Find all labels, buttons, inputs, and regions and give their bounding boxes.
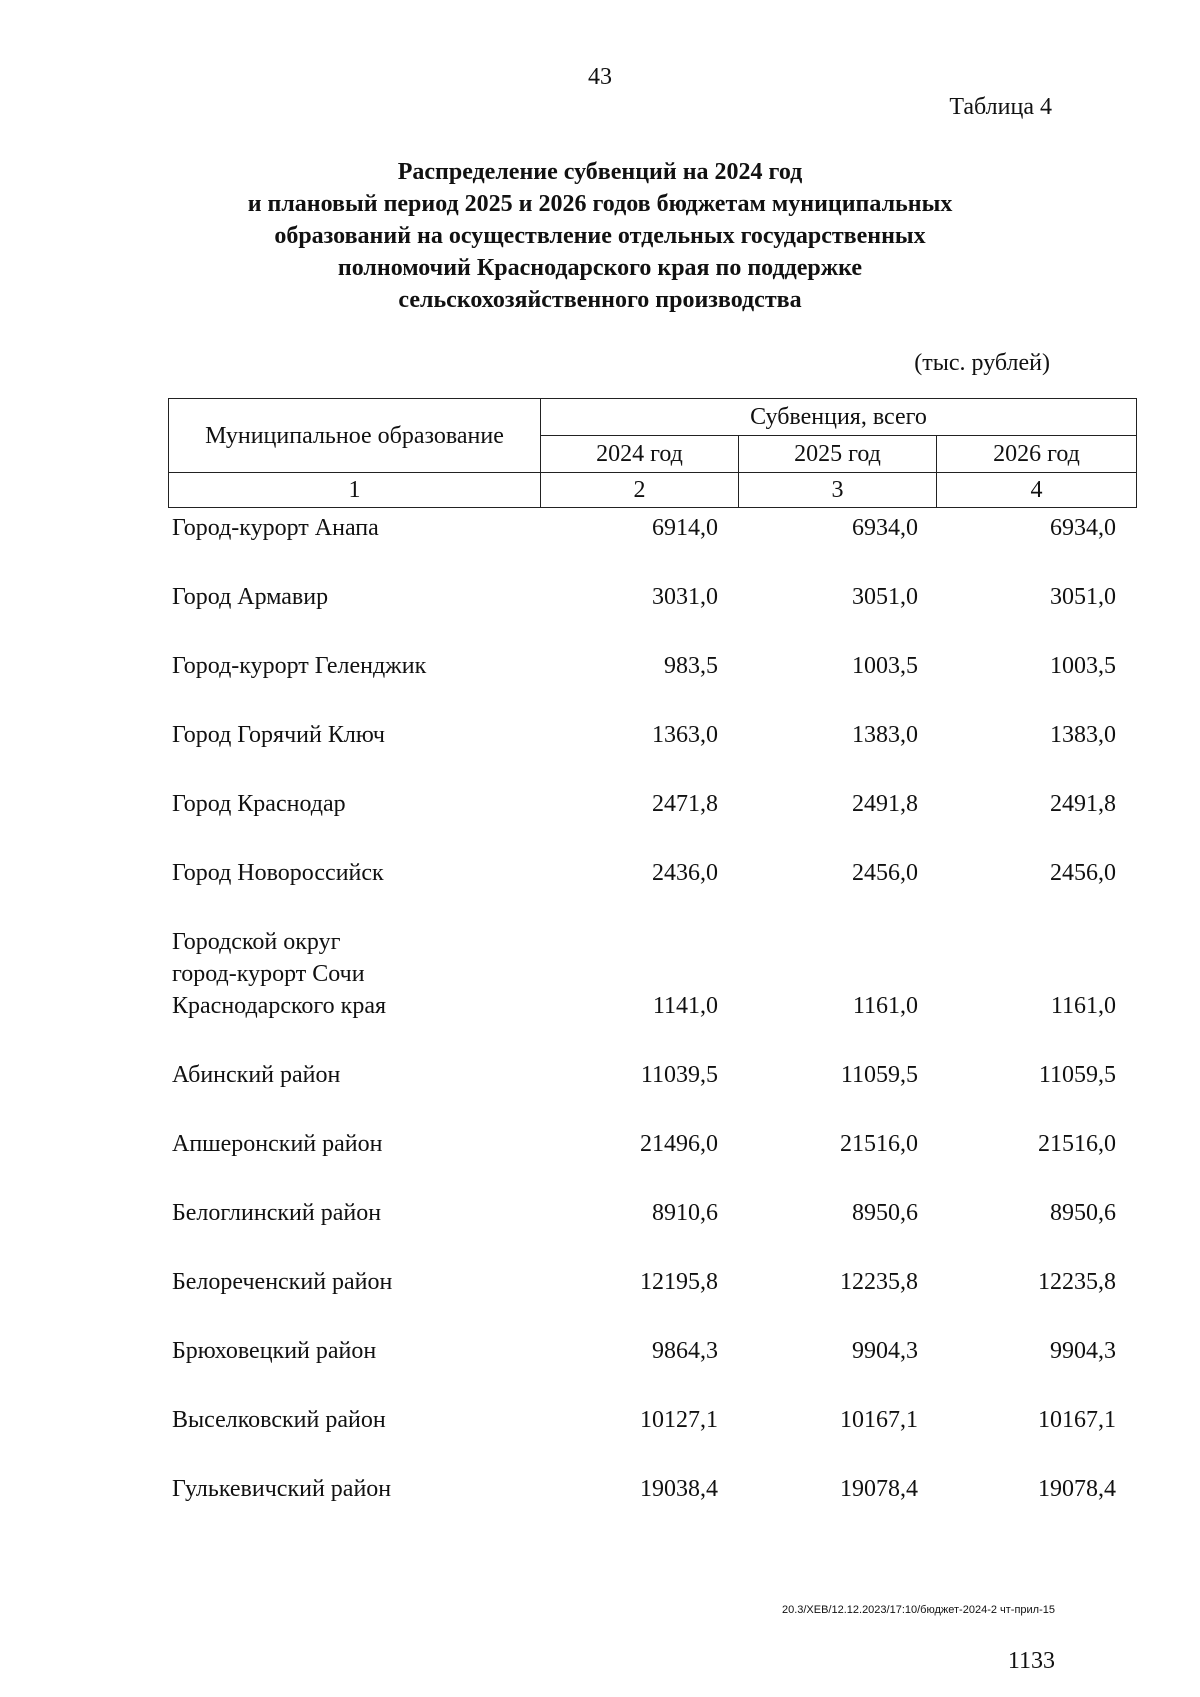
value-2026: 6934,0 <box>1050 515 1116 541</box>
header-year-2026: 2026 год <box>937 436 1137 473</box>
table-row <box>168 581 1136 613</box>
title-line: образований на осуществление отдельных государственных <box>274 223 926 249</box>
value-2024: 2471,8 <box>652 791 718 817</box>
value-2024: 12195,8 <box>640 1269 718 1295</box>
table-row <box>168 1335 1136 1367</box>
table-row <box>168 857 1136 889</box>
value-2025: 6934,0 <box>852 515 918 541</box>
header-col-number: 1 <box>169 473 541 508</box>
value-2024: 19038,4 <box>640 1476 718 1502</box>
value-2024: 983,5 <box>664 653 718 679</box>
value-2025: 12235,8 <box>840 1269 918 1295</box>
value-2025: 21516,0 <box>840 1131 918 1157</box>
value-2024: 8910,6 <box>652 1200 718 1226</box>
value-2025: 3051,0 <box>852 584 918 610</box>
value-2025: 2491,8 <box>852 791 918 817</box>
table-row <box>168 1473 1136 1505</box>
municipality-name: Город Горячий Ключ <box>172 722 385 748</box>
value-2025: 1383,0 <box>852 722 918 748</box>
municipality-name: Апшеронский район <box>172 1131 383 1157</box>
table-row <box>168 512 1136 544</box>
value-2026: 1383,0 <box>1050 722 1116 748</box>
value-2026: 9904,3 <box>1050 1338 1116 1364</box>
value-2025: 8950,6 <box>852 1200 918 1226</box>
table-row <box>168 1128 1136 1160</box>
table-row <box>168 1266 1136 1298</box>
value-2025: 11059,5 <box>840 1062 918 1088</box>
table-header <box>168 398 1137 508</box>
table-row <box>168 1059 1136 1091</box>
value-2024: 6914,0 <box>652 515 718 541</box>
sheet-number: 1133 <box>1007 1648 1055 1674</box>
header-municipality: Муниципальное образование <box>169 399 541 473</box>
value-2026: 2491,8 <box>1050 791 1116 817</box>
municipality-name: Выселковский район <box>172 1407 386 1433</box>
municipality-name: Город-курорт Анапа <box>172 515 379 541</box>
header-col-number: 2 <box>541 473 739 508</box>
municipality-name: Абинский район <box>172 1062 341 1088</box>
table-row <box>168 650 1136 682</box>
value-2025: 1003,5 <box>852 653 918 679</box>
value-2026: 2456,0 <box>1050 860 1116 886</box>
header-col-number: 4 <box>937 473 1137 508</box>
table-label: Таблица 4 <box>949 94 1052 120</box>
value-2024: 21496,0 <box>640 1131 718 1157</box>
value-2026: 11059,5 <box>1038 1062 1116 1088</box>
table-row <box>168 788 1136 820</box>
page-number: 43 <box>588 64 612 90</box>
value-2024: 10127,1 <box>640 1407 718 1433</box>
table-row <box>168 1197 1136 1229</box>
table-row <box>168 1404 1136 1436</box>
municipality-name: Городской округ город-курорт Сочи Краснодарского края <box>172 929 387 1019</box>
header-year-2024: 2024 год <box>541 436 739 473</box>
value-2025: 19078,4 <box>840 1476 918 1502</box>
municipality-name: Белоглинский район <box>172 1200 382 1226</box>
value-2025: 1161,0 <box>852 993 918 1019</box>
footer-document-code: 20.3/ХЕВ/12.12.2023/17:10/бюджет-2024-2 чт-прил-15 <box>781 1604 1055 1616</box>
value-2026: 19078,4 <box>1038 1476 1116 1502</box>
value-2026: 1003,5 <box>1050 653 1116 679</box>
document-title <box>160 156 1040 316</box>
value-2025: 9904,3 <box>852 1338 918 1364</box>
value-2024: 9864,3 <box>652 1338 718 1364</box>
value-2026: 21516,0 <box>1038 1131 1116 1157</box>
value-2026: 10167,1 <box>1038 1407 1116 1433</box>
table-row <box>168 719 1136 751</box>
title-line: Распределение субвенций на 2024 год <box>397 159 803 185</box>
value-2025: 10167,1 <box>840 1407 918 1433</box>
header-subvention-total: Субвенция, всего <box>541 399 1137 436</box>
municipality-name: Гулькевичский район <box>172 1476 392 1502</box>
value-2024: 3031,0 <box>652 584 718 610</box>
value-2024: 1363,0 <box>652 722 718 748</box>
municipality-name: Город Армавир <box>172 584 329 610</box>
municipality-name: Белореченский район <box>172 1269 393 1295</box>
title-line: полномочий Краснодарского края по поддержке <box>337 255 863 281</box>
title-line: сельскохозяйственного производства <box>398 287 802 313</box>
municipality-name: Брюховецкий район <box>172 1338 377 1364</box>
value-2026: 1161,0 <box>1050 993 1116 1019</box>
value-2026: 8950,6 <box>1050 1200 1116 1226</box>
municipality-name: Город Новороссийск <box>172 860 384 886</box>
header-year-2025: 2025 год <box>739 436 937 473</box>
value-2026: 3051,0 <box>1050 584 1116 610</box>
value-2025: 2456,0 <box>852 860 918 886</box>
municipality-name: Город Краснодар <box>172 791 346 817</box>
municipality-name: Город-курорт Геленджик <box>172 653 427 679</box>
table-row <box>168 926 1136 1022</box>
value-2024: 1141,0 <box>652 993 718 1019</box>
title-line: и плановый период 2025 и 2026 годов бюджетам муниципальных <box>247 191 953 217</box>
value-2024: 2436,0 <box>652 860 718 886</box>
units-label: (тыс. рублей) <box>914 350 1050 376</box>
value-2024: 11039,5 <box>640 1062 718 1088</box>
header-col-number: 3 <box>739 473 937 508</box>
value-2026: 12235,8 <box>1038 1269 1116 1295</box>
